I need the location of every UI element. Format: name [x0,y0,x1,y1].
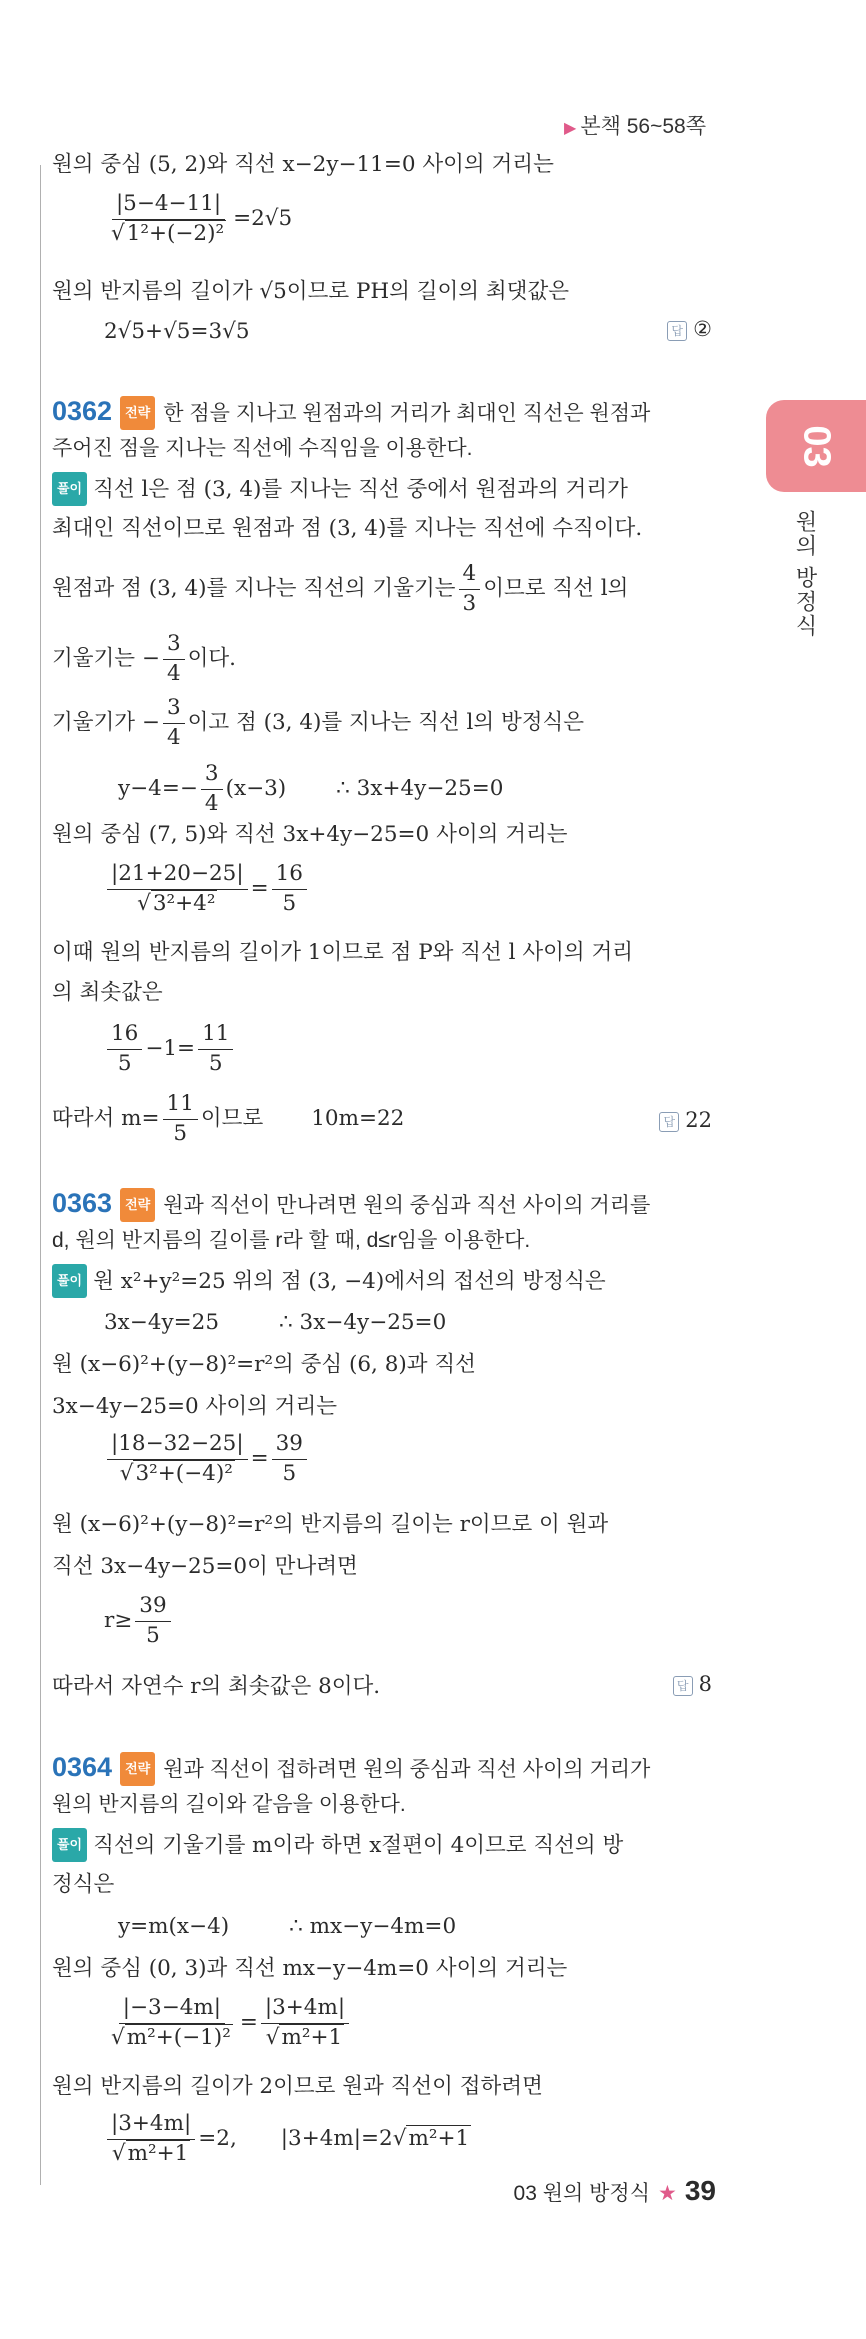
problem-0364-solution-2: 정식은 [52,1872,115,1897]
answer-icon: 답 [659,1112,679,1132]
problem-0362-solution-9: 이때 원의 반지름의 길이가 1이므로 점 P와 직선 l 사이의 거리 [52,940,634,965]
problem-0362-strategy-2: 주어진 점을 지나는 직선에 수직임을 이용한다. [52,437,473,460]
problem-0363-strategy-2: d, 원의 반지름의 길이를 r라 할 때, d≤r임을 이용한다. [52,1229,531,1252]
problem-0363-solution-5: $\frac{|18-32-25|}{\text{√3²+(−4)²}}$ = $\frac{39}{5}$ [104,1432,310,1486]
prev-fraction-line: $\frac{|5-4-11|}{\text{√1²+(−2)²}}$ =2√5 [104,192,292,246]
problem-0362-solution-11: $\frac{16}{5}$ −1= $\frac{11}{5}$ [104,1022,236,1076]
problem-0362-solution-6: y−4=− $\frac{3}{4}$ (x−3) ∴ 3x+4y−25=0 [118,761,504,816]
page-reference: ▶ 본책 56~58쪽 [564,115,706,138]
problem-0363-solution-8: r≥ $\frac{39}{5}$ [104,1594,174,1648]
problem-0362-solution-7: 원의 중심 (7, 5)와 직선 3x+4y−25=0 사이의 거리는 [52,822,568,847]
problem-0364-strategy-2: 원의 반지름의 길이와 같음을 이용한다. [52,1793,406,1816]
problem-0362-solution-4: 기울기는 − $\frac{3}{4}$ 이다. [52,631,236,686]
problem-0364-solution-7: $\frac{|3+4m|}{\text{√m²+1}}$ =2, |3+4m|=2√m²+1 [104,2112,471,2166]
problem-0362-solution-1: 풀이 직선 l은 점 (3, 4)를 지나는 직선 중에서 원점과의 거리가 [52,472,628,506]
problem-0363-solution-1: 풀이 원 x²+y²=25 위의 점 (3, −4)에서의 접선의 방정식은 [52,1264,606,1298]
page-number: 39 [684,2175,716,2206]
problem-0362-solution-10: 의 최솟값은 [52,980,163,1005]
problem-0363-solution-4: 3x−4y−25=0 사이의 거리는 [52,1394,337,1419]
problem-0363-solution-6: 원 (x−6)²+(y−8)²=r²의 반지름의 길이는 r이므로 이 원과 [52,1512,609,1537]
problem-0363-solution-2: 3x−4y=25 ∴ 3x−4y−25=0 [104,1310,447,1335]
problem-0364-solution-4: 원의 중심 (0, 3)과 직선 mx−y−4m=0 사이의 거리는 [52,1956,568,1981]
chapter-side-title: 원의 방정식 [793,510,818,639]
prev-line-1: 원의 중심 (5, 2)와 직선 x−2y−11=0 사이의 거리는 [52,152,554,177]
problem-0363-answer: 답 8 [673,1672,712,1696]
prev-fraction: $\frac{|5-4-11|}{\text{√1²+(−2)²}}$ [111,191,225,246]
problem-0363-solution-7: 직선 3x−4y−25=0이 만나려면 [52,1554,358,1579]
problem-0364-solution-5: $\frac{|-3-4m|}{\text{√m²+(−1)²}}$ = $\frac{|3+4m|}{\text{√m²+1}}$ [104,1996,352,2050]
problem-0363-solution-9: 따라서 자연수 r의 최솟값은 8이다. [52,1674,381,1699]
answer-icon: 답 [667,321,687,341]
prev-answer: 답 ② [667,317,712,341]
page-footer: 03 원의 방정식 ★ 39 [513,2175,716,2206]
problem-0362-solution-8: $\frac{|21+20-25|}{\text{√3²+4²}}$ = $\frac{16}{5}$ [104,862,310,916]
chapter-tab: 03 [766,400,866,492]
problem-0362-solution-2: 최대인 직선이므로 원점과 점 (3, 4)를 지나는 직선에 수직이다. [52,516,643,541]
problem-0362-solution-5: 기울기가 − $\frac{3}{4}$ 이고 점 (3, 4)를 지나는 직선 l의 방정식은 [52,695,585,750]
star-icon: ★ [658,2182,677,2205]
problem-0362-answer: 답 22 [659,1108,712,1132]
answer-icon: 답 [673,1676,693,1696]
triangle-right-icon: ▶ [564,120,577,137]
problem-0364-solution-3: y=m(x−4) ∴ mx−y−4m=0 [118,1914,457,1939]
problem-0363-solution-3: 원 (x−6)²+(y−8)²=r²의 중심 (6, 8)과 직선 [52,1352,476,1377]
problem-0362-solution-12: 따라서 m= $\frac{11}{5}$ 이므로 10m=22 [52,1091,405,1146]
prev-line-4: 2√5+√5=3√5 [104,319,250,344]
problem-0363-strategy-1: 0363 전략 원과 직선이 만나려면 원의 중심과 직선 사이의 거리를 [52,1188,650,1222]
problem-0362-strategy-1: 0362 전략 한 점을 지나고 원점과의 거리가 최대인 직선은 원점과 [52,396,650,430]
left-margin-rule [40,165,41,2185]
problem-0364-solution-6: 원의 반지름의 길이가 2이므로 원과 직선이 접하려면 [52,2074,543,2099]
problem-0364-strategy-1: 0364 전략 원과 직선이 접하려면 원의 중심과 직선 사이의 거리가 [52,1752,650,1786]
prev-line-3: 원의 반지름의 길이가 √5이므로 PH의 길이의 최댓값은 [52,279,569,304]
problem-0362-solution-3: 원점과 점 (3, 4)를 지나는 직선의 기울기는 $\frac{4}{3}$ 이므로 직선 l의 [52,561,629,616]
problem-0364-solution-1: 풀이 직선의 기울기를 m이라 하면 x절편이 4이므로 직선의 방 [52,1828,623,1862]
